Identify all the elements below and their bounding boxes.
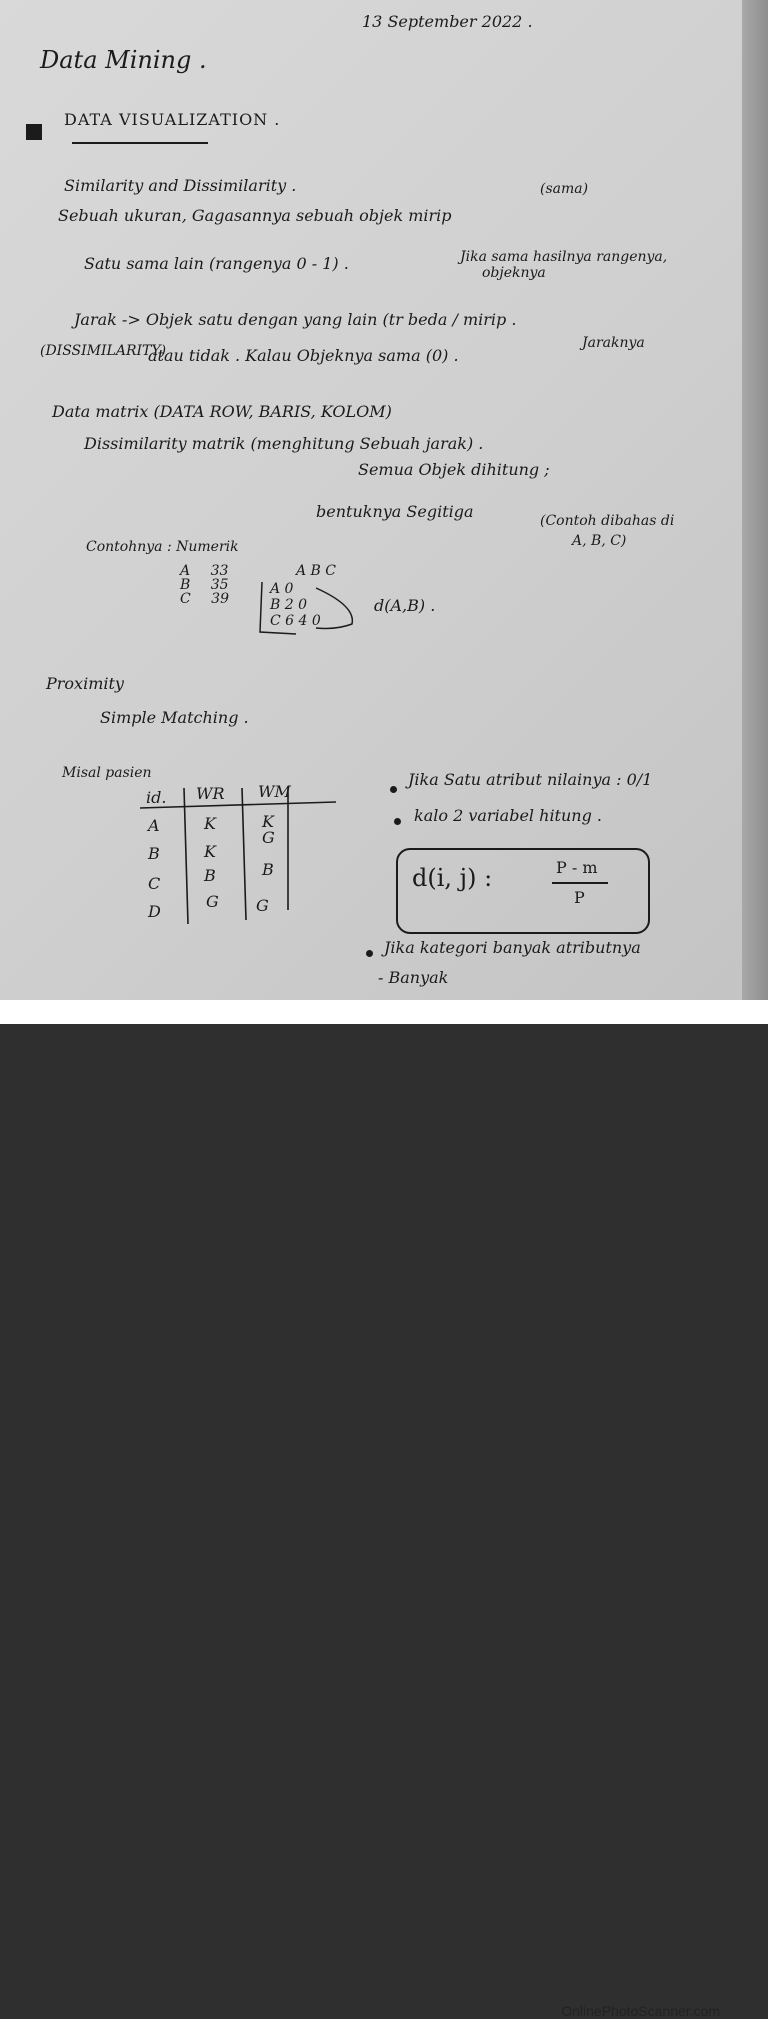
table-header-wm: WM — [258, 782, 291, 801]
note-bullet-3-continued: - Banyak — [378, 968, 449, 987]
value-label: C — [180, 591, 191, 607]
note-bullet-1: Jika Satu atribut nilainya : 0/1 — [408, 770, 653, 789]
similarity-side-note-a: Jika sama hasilnya rangenya, — [460, 249, 668, 265]
table-cell: B — [262, 860, 274, 879]
section-bullet — [26, 124, 42, 140]
value-label: B — [180, 577, 191, 593]
table-label: Misal pasien — [62, 765, 152, 781]
similarity-line-4: atau tidak . Kalau Objeknya sama (0) . — [148, 346, 459, 365]
table-cell: G — [206, 892, 219, 911]
bullet-dot — [390, 786, 397, 793]
table-cell: B — [204, 866, 216, 885]
dissimilarity-label: (DISSIMILARITY) — [40, 343, 167, 359]
similarity-note: (sama) — [540, 181, 589, 197]
date-text: 13 September 2022 . — [362, 12, 533, 31]
watermark-text: OnlinePhotoScanner.com — [561, 2003, 720, 2019]
fraction-line — [552, 882, 608, 884]
value-number: 39 — [211, 591, 229, 607]
data-matrix-line-2: Semua Objek dihitung ; — [358, 460, 550, 479]
similarity-side-note-b: objeknya — [482, 265, 546, 281]
table-cell: A — [148, 816, 160, 835]
table-cell: K — [204, 814, 216, 833]
similarity-line-1: Sebuah ukuran, Gagasannya sebuah objek mirip — [58, 206, 452, 225]
note-bullet-2: kalo 2 variabel hitung . — [414, 806, 603, 825]
proximity-heading: Proximity — [46, 674, 124, 693]
table-cell: G — [262, 828, 275, 847]
table-cell: K — [262, 812, 274, 831]
data-matrix-note-b: A, B, C) — [572, 533, 627, 549]
matrix-bracket — [256, 578, 366, 638]
table-cell: G — [256, 896, 269, 915]
matrix-header: A B C — [296, 563, 337, 579]
value-row-a — [180, 564, 228, 578]
data-matrix-heading: Data matrix (DATA ROW, BARIS, KOLOM) — [52, 402, 392, 421]
table-cell: B — [148, 844, 160, 863]
bullet-dot — [394, 818, 401, 825]
table-header-id: id. — [146, 788, 167, 807]
watermark-strip — [0, 1000, 768, 2019]
data-matrix-note-a: (Contoh dibahas di — [540, 513, 675, 529]
notebook-page — [0, 0, 742, 1000]
table-cell: C — [148, 874, 161, 893]
table-cell: D — [148, 902, 161, 921]
matrix-row-a: A 0 — [270, 581, 294, 597]
value-row-c — [180, 592, 229, 606]
bullet-dot — [366, 950, 373, 957]
data-matrix-line-1: Dissimilarity matrik (menghitung Sebuah jarak) . — [84, 434, 484, 453]
similarity-jarak-note: Jaraknya — [582, 335, 645, 351]
matrix-row-c: C 6 4 0 — [270, 613, 321, 629]
matrix-note: d(A,B) . — [374, 596, 436, 615]
similarity-line-2: Satu sama lain (rangenya 0 - 1) . — [84, 254, 349, 273]
matrix-row-b: B 2 0 — [270, 597, 308, 613]
similarity-heading: Similarity and Dissimilarity . — [64, 176, 297, 195]
table-cell: K — [204, 842, 216, 861]
value-number: 35 — [210, 577, 229, 593]
value-number: 33 — [210, 563, 229, 579]
similarity-line-3: Jarak -> Objek satu dengan yang lain (tr beda / mirip . — [74, 310, 517, 329]
page-edge — [742, 0, 768, 1000]
formula-numerator: P - m — [556, 858, 598, 877]
table-header-wr: WR — [196, 784, 225, 803]
proximity-sub: Simple Matching . — [100, 708, 249, 727]
data-matrix-line-3: bentuknya Segitiga — [316, 502, 474, 521]
page-title: Data Mining . — [40, 46, 207, 74]
formula-denominator: P — [574, 888, 585, 907]
example-label: Contohnya : Numerik — [86, 539, 239, 555]
section-heading: DATA VISUALIZATION . — [64, 110, 281, 129]
section-underline — [72, 142, 208, 144]
note-bullet-3: Jika kategori banyak atributnya — [384, 938, 641, 957]
value-label: A — [180, 563, 191, 579]
formula-lhs: d(i, j) : — [412, 864, 493, 892]
value-row-b — [180, 578, 229, 592]
